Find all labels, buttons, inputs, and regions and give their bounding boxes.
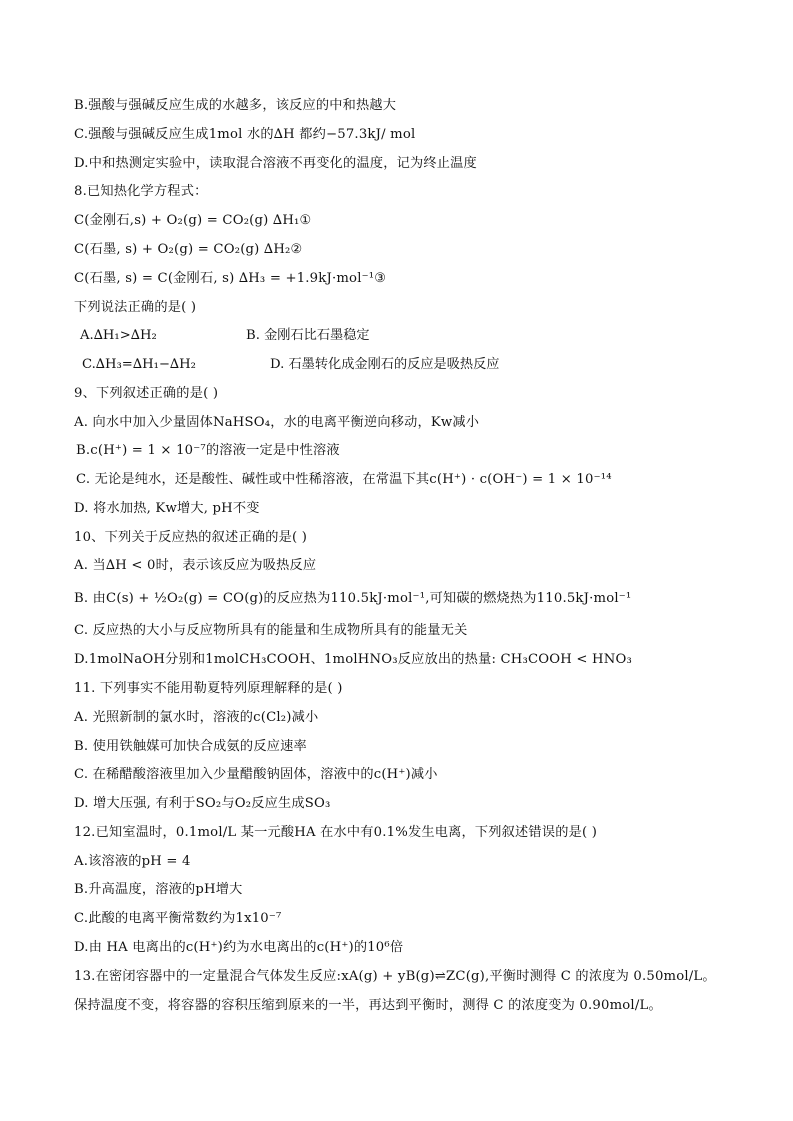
text-line-q11-b: B. 使用铁触媒可加快合成氨的反应速率 <box>74 739 307 754</box>
text-line-q10-a: A. 当∆H < 0时，表示该反应为吸热反应 <box>74 558 317 573</box>
q8-option-b: B. 金刚石比石墨稳定 <box>246 328 370 343</box>
text-line-q10-c: C. 反应热的大小与反应物所具有的能量和生成物所具有的能量无关 <box>74 623 468 638</box>
text-line-q10-b: B. 由C(s) + ½O₂(g) = CO(g)的反应热为110.5kJ·mol⁻¹,可知碳的燃烧热为110.5kJ·mol⁻¹ <box>74 591 632 606</box>
text-line-q12-a: A.该溶液的pH = 4 <box>74 854 191 869</box>
text-line-q9-c: C. 无论是纯水，还是酸性、碱性或中性稀溶液，在常温下其c(H⁺) · c(OH⁻) = 1 × 10⁻¹⁴ <box>76 472 612 487</box>
text-line-q12-c: C.此酸的电离平衡常数约为1x10⁻⁷ <box>74 911 282 926</box>
q8-option-a: A.∆H₁>∆H₂ <box>80 328 157 343</box>
q8-option-c: C.∆H₃=∆H₁−∆H₂ <box>82 357 196 372</box>
text-line-q12-b: B.升高温度，溶液的pH增大 <box>74 882 243 897</box>
text-line-q11-c: C. 在稀醋酸溶液里加入少量醋酸钠固体，溶液中的c(H⁺)减小 <box>74 767 438 782</box>
text-line-q7-d: D.中和热测定实验中，读取混合溶液不再变化的温度，记为终止温度 <box>74 156 477 171</box>
text-line-q7-c: C.强酸与强碱反应生成1mol 水的∆H 都约−57.3kJ/ mol <box>74 127 416 142</box>
text-line-q12-stem: 12.已知室温时，0.1mol/L 某一元酸HA 在水中有0.1%发生电离，下列叙述错误的是( ) <box>74 825 598 840</box>
text-line-q7-b: B.强酸与强碱反应生成的水越多，该反应的中和热越大 <box>74 98 397 113</box>
text-line-q11-stem: 11. 下列事实不能用勒夏特列原理解释的是( ) <box>74 681 343 696</box>
text-line-q10-stem: 10、下列关于反应热的叙述正确的是( ) <box>74 530 308 545</box>
text-line-q9-d: D. 将水加热, Kw增大, pH不变 <box>74 501 260 516</box>
q8-option-d: D. 石墨转化成金刚石的反应是吸热反应 <box>270 357 500 372</box>
text-line-q8-question: 下列说法正确的是( ) <box>74 300 197 315</box>
text-line-q9-b: B.c(H⁺) = 1 × 10⁻⁷的溶液一定是中性溶液 <box>76 443 340 458</box>
text-line-q11-a: A. 光照新制的氯水时，溶液的c(Cl₂)减小 <box>74 710 319 725</box>
text-line-q8-eq2: C(石墨, s) + O₂(g) = CO₂(g) ∆H₂② <box>74 242 303 257</box>
text-line-q8-stem: 8.已知热化学方程式： <box>74 184 208 199</box>
text-line-q9-a: A. 向水中加入少量固体NaHSO₄，水的电离平衡逆向移动，Kw减小 <box>74 415 480 430</box>
text-line-q8-eq1: C(金刚石,s) + O₂(g) = CO₂(g) ∆H₁① <box>74 213 312 228</box>
text-line-q8-eq3: C(石墨, s) = C(金刚石, s) ∆H₃ = +1.9kJ·mol⁻¹③ <box>74 271 387 286</box>
text-line-q9-stem: 9、下列叙述正确的是( ) <box>74 386 219 401</box>
text-line-q11-d: D. 增大压强, 有利于SO₂与O₂反应生成SO₃ <box>74 796 331 811</box>
text-paragraph-q13: 13.在密闭容器中的一定量混合气体发生反应:xA(g) + yB(g)⇌ZC(g),平衡时测得 C 的浓度为 0.50mol/L。保持温度不变，将容器的容积压缩到原来的一半，再达到平衡时，测得 C 的浓度变为 0.90mol/L。 <box>74 969 716 1013</box>
text-line-q10-d: D.1molNaOH分别和1molCH₃COOH、1molHNO₃反应放出的热量: CH₃COOH < HNO₃ <box>74 652 632 667</box>
text-line-q12-d: D.由 HA 电离出的c(H⁺)约为水电离出的c(H⁺)的10⁶倍 <box>74 940 404 955</box>
